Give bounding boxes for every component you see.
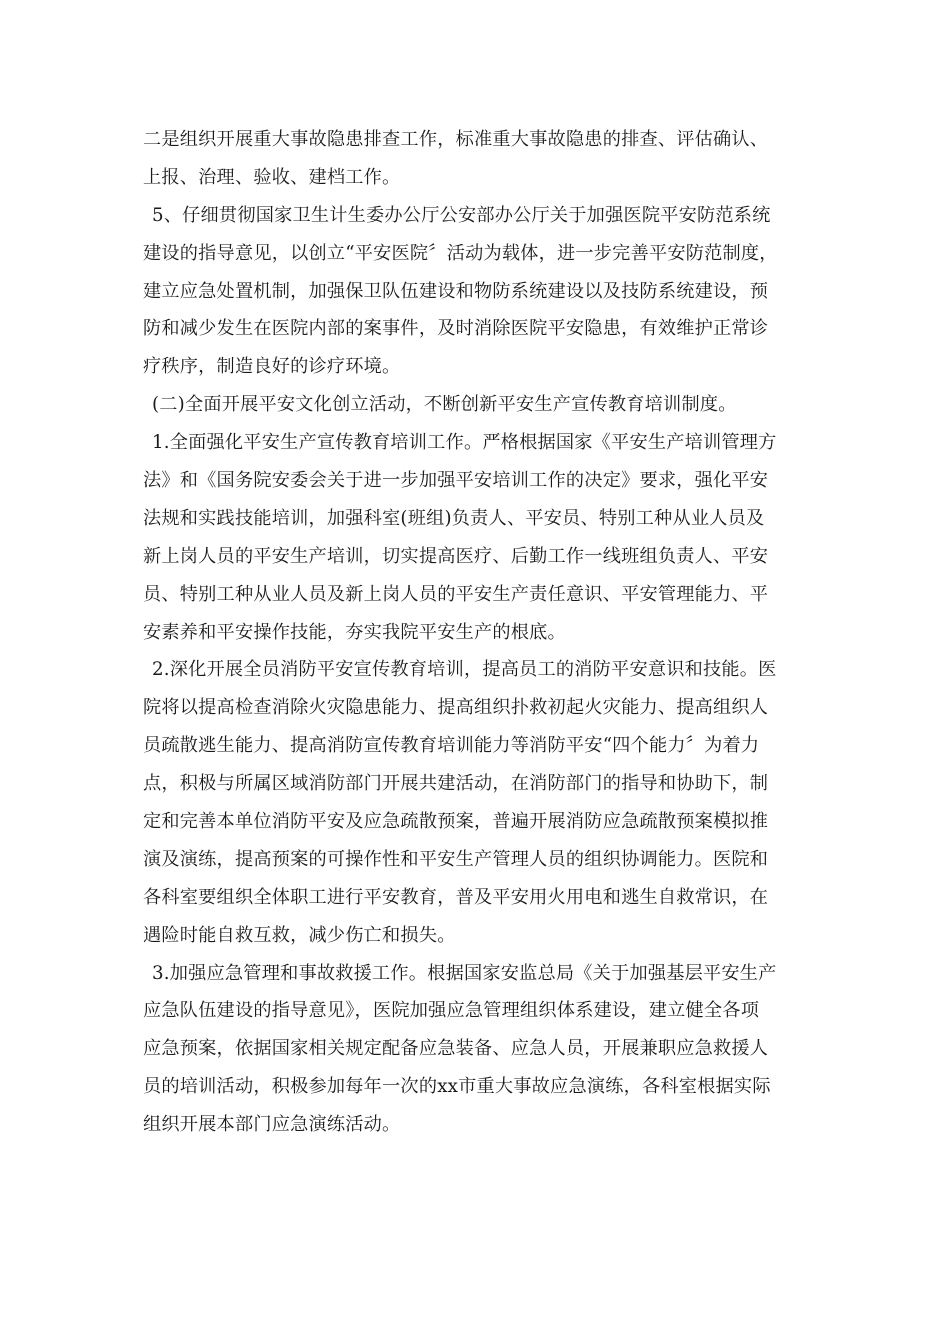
paragraph-item-5 [143, 197, 813, 386]
text-line: 1.全面强化平安生产宣传教育培训工作。严格根据国家《平安生产培训管理方 [152, 432, 777, 454]
text-line: 演及演练，提高预案的可操作性和平安生产管理人员的组织协调能力。医院和 [143, 848, 769, 870]
text-line: 防和减少发生在医院内部的案事件，及时消除医院平安隐患，有效维护正常诊 [143, 318, 769, 340]
text-line: 遇险时能自救互救，减少伤亡和损失。 [143, 924, 456, 946]
text-line: 点，积极与所属区域消防部门开展共建活动，在消防部门的指导和协助下，制 [143, 773, 769, 795]
text-line: 院将以提高检查消除火灾隐患能力、提高组织扑救初起火灾能力、提高组织人 [143, 697, 769, 719]
text-line: 定和完善本单位消防平安及应急疏散预案，普遍开展消防应急疏散预案模拟推 [143, 811, 769, 833]
text-line: 5、仔细贯彻国家卫生计生委办公厅公安部办公厅关于加强医院平安防范系统 [152, 204, 771, 226]
text-line: 员疏散逃生能力、提高消防宣传教育培训能力等消防平安“四个能力〞为着力 [143, 735, 760, 757]
paragraph-hazard-investigation [143, 121, 813, 197]
text-line: 二是组织开展重大事故隐患排查工作，标准重大事故隐患的排查、评估确认、 [143, 129, 769, 150]
text-line: 法规和实践技能培训，加强科室(班组)负责人、平安员、特别工种从业人员及 [143, 507, 765, 529]
text-line: 新上岗人员的平安生产培训，切实提高医疗、后勤工作一线班组负责人、平安 [143, 545, 769, 567]
text-line: 应急队伍建设的指导意见》，医院加强应急管理组织体系建设，建立健全各项 [143, 1000, 760, 1022]
text-line: 员、特别工种从业人员及新上岗人员的平安生产责任意识、平安管理能力、平 [143, 583, 769, 605]
text-line: 上报、治理、验收、建档工作。 [143, 166, 401, 188]
text-line: 应急预案，依据国家相关规定配备应急装备、应急人员，开展兼职应急救援人 [143, 1038, 769, 1060]
text-line: 各科室要组织全体职工进行平安教育，普及平安用火用电和逃生自救常识，在 [143, 886, 769, 908]
paragraph-item-3 [143, 955, 813, 1144]
text-line: 3.加强应急管理和事故救援工作。根据国家安监总局《关于加强基层平安生产 [152, 962, 777, 984]
text-line: 法》和《国务院安委会关于进一步加强平安培训工作的决定》要求，强化平安 [143, 470, 769, 492]
text-line: 安素养和平安操作技能，夯实我院平安生产的根底。 [143, 621, 566, 643]
section-heading-2 [143, 386, 813, 424]
paragraph-item-1 [143, 424, 813, 651]
text-line: 员的培训活动，积极参加每年一次的xx市重大事故应急演练，各科室根据实际 [143, 1076, 771, 1098]
text-line: 疗秩序，制造良好的诊疗环境。 [143, 356, 401, 378]
text-line: 建立应急处置机制，加强保卫队伍建设和物防系统建设以及技防系统建设，预 [143, 280, 769, 302]
document-body [143, 121, 813, 1144]
text-line: 建设的指导意见，以创立“平安医院〞活动为载体，进一步完善平安防范制度， [143, 242, 778, 264]
text-line: (二)全面开展平安文化创立活动，不断创新平安生产宣传教育培训制度。 [152, 394, 737, 416]
text-line: 2.深化开展全员消防平安宣传教育培训，提高员工的消防平安意识和技能。医 [152, 659, 777, 681]
paragraph-item-2 [143, 651, 813, 954]
text-line: 组织开展本部门应急演练活动。 [143, 1114, 401, 1136]
